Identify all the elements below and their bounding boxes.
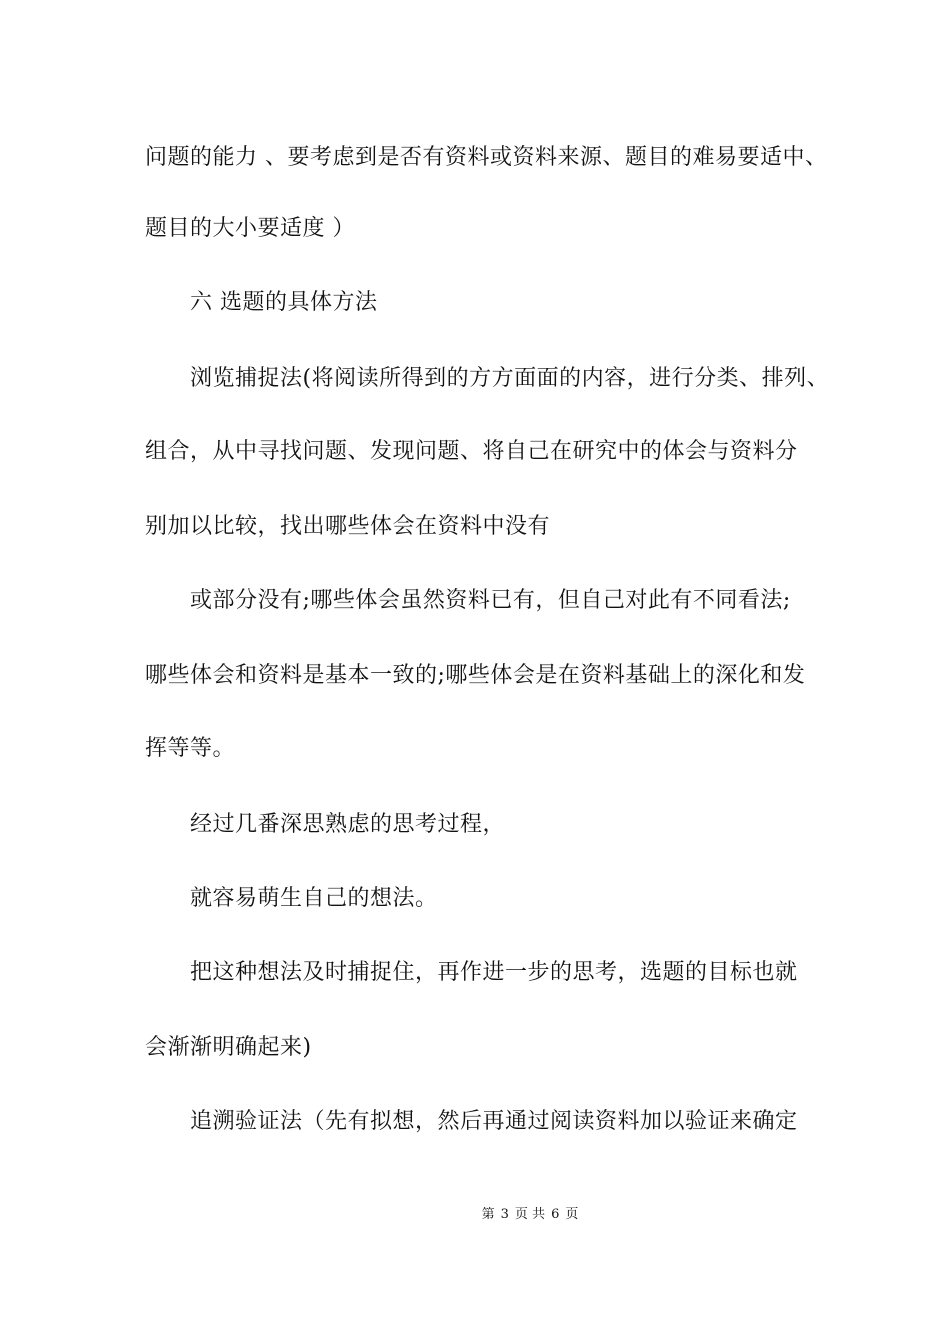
text-line-5: 组合，从中寻找问题、发现问题、将自己在研究中的体会与资料分	[145, 439, 798, 464]
text-line-9: 挥等等。	[145, 736, 236, 761]
text-line-6: 别加以比较，找出哪些体会在资料中没有	[145, 514, 551, 539]
text-line-12: 把这种想法及时捕捉住，再作进一步的思考，选题的目标也就	[190, 960, 798, 985]
footer-suffix: 页	[565, 1207, 579, 1222]
footer-page-current: 3	[500, 1207, 509, 1222]
text-line-10: 经过几番深思熟虑的思考过程，	[190, 812, 506, 837]
footer-page-total: 6	[551, 1207, 560, 1222]
text-line-7: 或部分没有;哪些体会虽然资料已有，但自己对此有不同看法;	[190, 588, 791, 613]
text-line-14: 追溯验证法（先有拟想，然后再通过阅读资料加以验证来确定	[190, 1109, 798, 1134]
text-line-13: 会渐渐明确起来)	[145, 1035, 312, 1060]
footer-prefix: 第	[481, 1207, 495, 1222]
footer-middle: 页 共	[514, 1207, 546, 1222]
page-footer	[0, 1206, 950, 1224]
text-line-8: 哪些体会和资料是基本一致的;哪些体会是在资料基础上的深化和发	[145, 663, 806, 688]
section-heading: 六 选题的具体方法	[190, 290, 378, 315]
text-line-1: 问题的能力 、要考虑到是否有资料或资料来源、题目的难易要适中、	[145, 145, 828, 170]
text-line-11: 就容易萌生自己的想法。	[190, 886, 438, 911]
text-line-4: 浏览捕捉法(将阅读所得到的方方面面的内容，进行分类、排列、	[190, 366, 830, 391]
text-line-2: 题目的大小要适度 ）	[145, 216, 355, 241]
